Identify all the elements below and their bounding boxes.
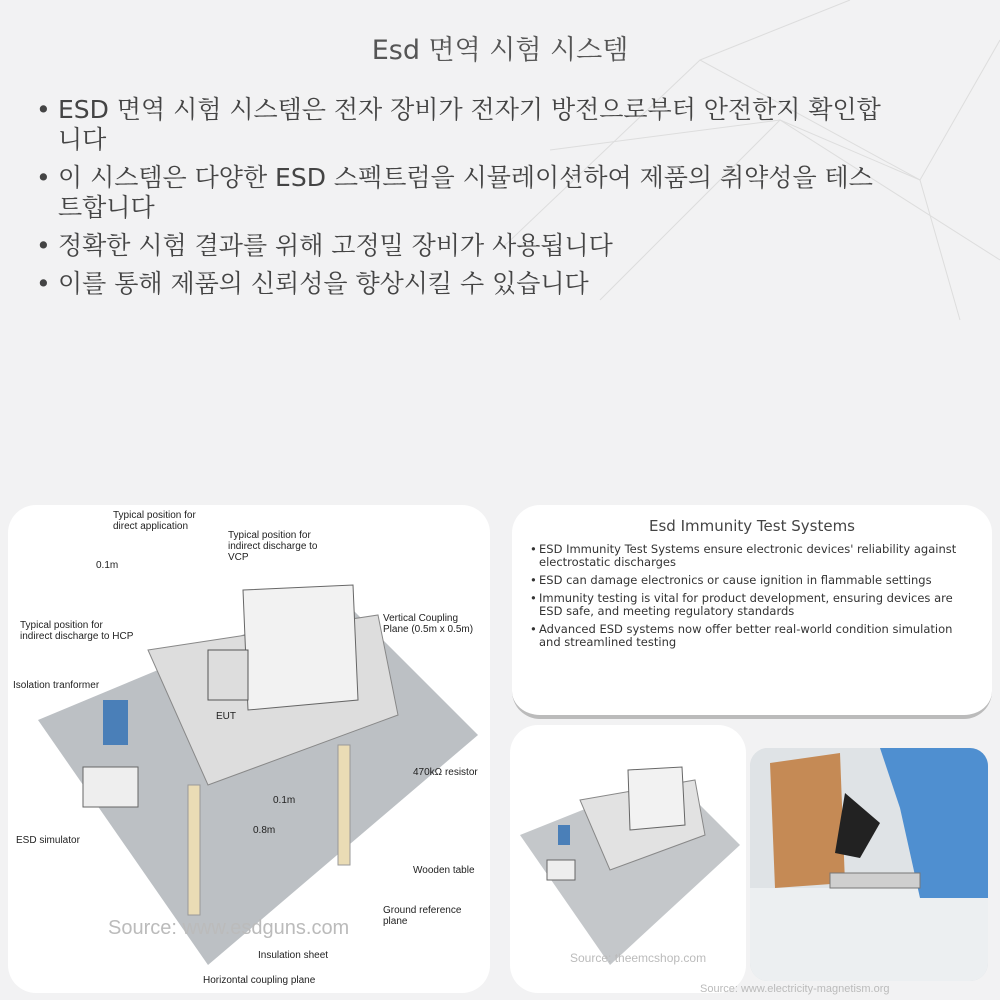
summary-bullet: • Advanced ESD systems now offer better real-world condition simulation and streamlined testing [530,623,974,649]
esd-test-photo [750,748,988,981]
label-vcp: Vertical Coupling Plane (0.5m x 0.5m) [383,613,474,635]
esd-test-setup-diagram [8,505,490,993]
summary-bullet: • ESD can damage electronics or cause ignition in flammable settings [530,574,974,587]
label-esd-simulator: ESD simulator [16,835,80,846]
bullet-item: • 이를 통해 제품의 신뢰성을 향상시킬 수 있습니다 [36,269,896,299]
bullet-item: • 이 시스템은 다양한 ESD 스펙트럼을 시뮬레이션하여 제품의 취약성을 테스트합니다 [36,163,896,223]
summary-bullet: • Immunity testing is vital for product development, ensuring devices are ESD safe, and meeting regulatory standards [530,592,974,618]
summary-title: Esd Immunity Test Systems [649,517,855,535]
summary-bullet: • ESD Immunity Test Systems ensure electronic devices' reliability against electrostatic discharges [530,543,974,569]
bullet-list [36,95,896,307]
source-caption: Source: www.esdguns.com [108,917,350,939]
summary-card [512,505,992,719]
label-direct: Typical position for direct application [113,510,196,532]
source-caption: Source: www.electricity-magnetism.org [700,983,890,995]
bullet-item: • ESD 면역 시험 시스템은 전자 장비가 전자기 방전으로부터 안전한지 확인합니다 [36,95,896,155]
label-distance: 0.1m [96,560,119,571]
label-insulation-sheet: Insulation sheet [258,950,329,961]
label-distance: 0.8m [253,825,276,836]
bullet-item: • 정확한 시험 결과를 위해 고정밀 장비가 사용됩니다 [36,231,896,261]
label-resistor: 470kΩ resistor [413,767,478,778]
photo-illustration [750,748,988,981]
label-isolation-transformer: Isolation tranformer [13,680,100,691]
small-setup-diagram [510,725,746,993]
label-indirect-hcp: Typical position for indirect discharge to HCP [20,620,134,642]
label-hcp: Horizontal coupling plane [203,975,316,986]
page-title: Esd 면역 시험 시스템 [371,35,629,66]
label-ground-plane: Ground reference plane [383,905,462,927]
label-wooden-table: Wooden table [413,865,475,876]
source-caption: Source: theemcshop.com [570,951,707,965]
label-indirect-vcp: Typical position for indirect discharge to VCP [228,530,318,563]
label-distance: 0.1m [273,795,296,806]
label-eut: EUT [216,711,236,722]
